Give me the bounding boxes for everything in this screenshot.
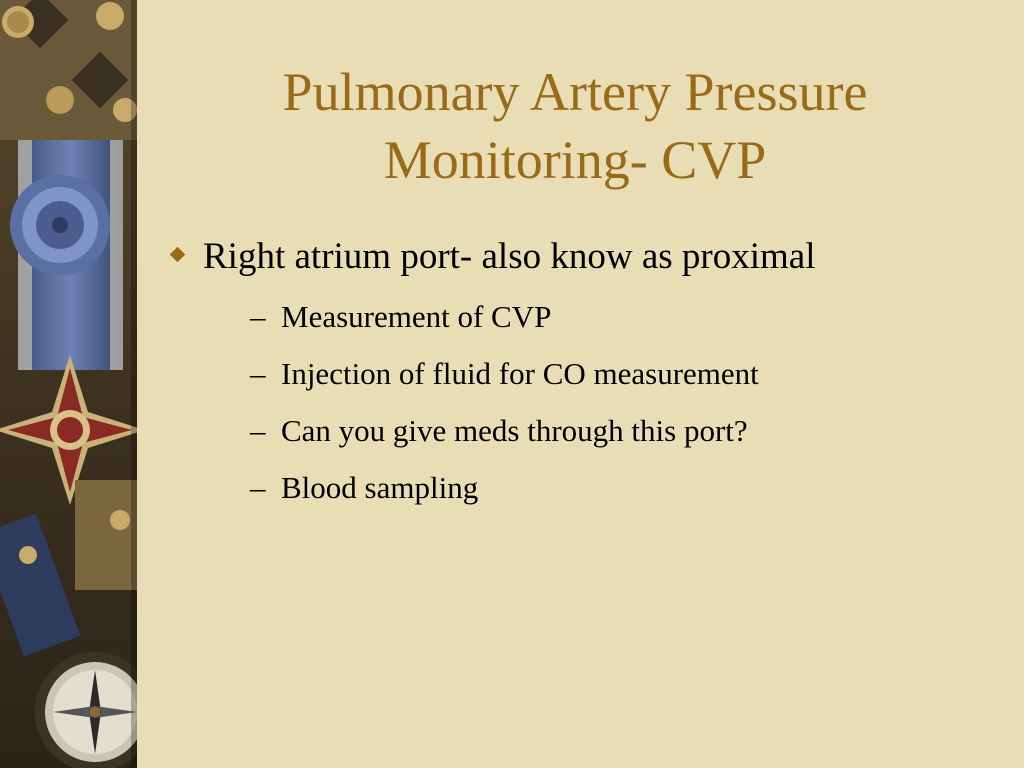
dash-marker: – — [250, 356, 266, 391]
sub-bullet-text: Blood sampling — [281, 470, 479, 505]
sub-bullet-text: Measurement of CVP — [281, 299, 552, 334]
decorative-medal-image — [0, 0, 137, 768]
diamond-bullet-icon — [170, 247, 186, 263]
sub-bullet-list — [203, 288, 990, 516]
sub-bullet-text: Injection of fluid for CO measurement — [281, 356, 759, 391]
dash-marker: – — [250, 470, 266, 505]
sub-bullet-text: Can you give meds through this port? — [281, 413, 748, 448]
title-line-1: Pulmonary Artery Pressure — [282, 62, 868, 122]
bullet-list — [170, 232, 990, 516]
dash-marker: – — [250, 299, 266, 334]
slide-title — [160, 58, 990, 194]
sub-bullet-item — [203, 345, 990, 402]
sub-bullet-item — [203, 459, 990, 516]
dash-marker: – — [250, 413, 266, 448]
title-line-2: Monitoring- CVP — [383, 130, 767, 190]
bullet-text: Right atrium port- also know as proximal — [203, 236, 816, 277]
sub-bullet-item — [203, 402, 990, 459]
bullet-item — [170, 232, 990, 516]
sub-bullet-item — [203, 288, 990, 345]
